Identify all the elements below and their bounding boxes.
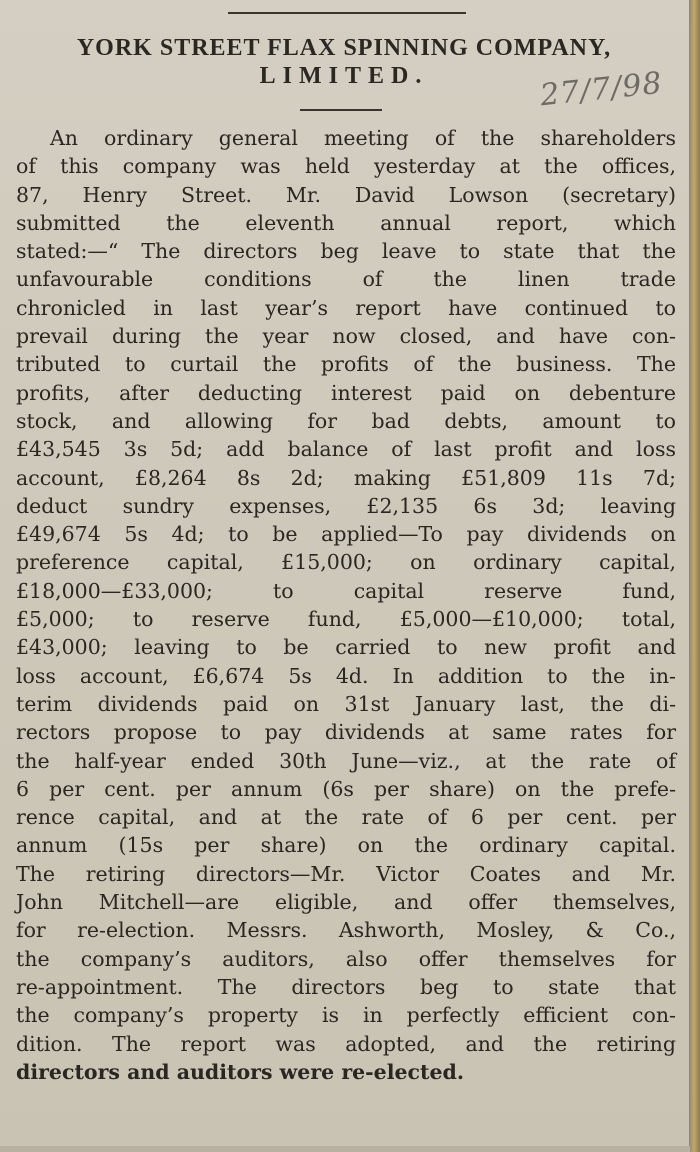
article-line: John Mitchell—are eligible, and offer themselves, (16, 890, 676, 915)
article-line: stock, and allowing for bad debts, amount to (16, 408, 676, 433)
article-line: submitted the eleventh annual report, which (16, 210, 676, 235)
article-line: of this company was held yesterday at the offices, (16, 154, 676, 179)
article-line: rectors propose to pay dividends at same rates for (16, 720, 676, 745)
article-line: re-appointment. The directors beg to state that (16, 974, 676, 999)
article-line: chronicled in last year’s report have continued to (16, 295, 676, 320)
article-line: 87, Henry Street. Mr. David Lowson (secretary) (16, 182, 676, 207)
article-line: deduct sundry expenses, £2,135 6s 3d; leaving (16, 493, 676, 518)
article-line: the half-year ended 30th June—viz., at the rate of (16, 748, 676, 773)
article-line: dition. The report was adopted, and the retiring (16, 1031, 676, 1056)
article-line: profits, after deducting interest paid on debenture (16, 380, 676, 405)
headline-divider (300, 109, 382, 111)
article-line: £5,000; to reserve fund, £5,000—£10,000; total, (16, 607, 676, 632)
headline-line-1: YORK STREET FLAX SPINNING COMPANY, (76, 35, 612, 61)
article-line: tributed to curtail the profits of the business. The (16, 352, 676, 377)
top-rule (228, 12, 466, 14)
article-line: £43,545 3s 5d; add balance of last profit and loss (16, 437, 676, 462)
article-line: An ordinary general meeting of the shareholders (50, 126, 676, 150)
article-line: rence capital, and at the rate of 6 per cent. per (16, 805, 676, 830)
handwritten-date: 27/7/98 (538, 65, 665, 114)
article-line: for re-election. Messrs. Ashworth, Mosley, & Co., (16, 918, 676, 943)
headline-line-2: LIMITED. (259, 63, 429, 89)
article-line: £43,000; leaving to be carried to new profit and (16, 635, 676, 660)
article-line: annum (15s per share) on the ordinary capital. (16, 833, 676, 858)
article-line: preference capital, £15,000; on ordinary capital, (16, 550, 676, 575)
background-edge (690, 0, 700, 1152)
article-line: terim dividends paid on 31st January last, the di- (16, 691, 676, 716)
article-line: 6 per cent. per annum (6s per share) on the prefe- (16, 776, 676, 801)
article-line: the company’s auditors, also offer themselves for (16, 946, 676, 971)
article-line: the company’s property is in perfectly efficient con- (16, 1003, 676, 1028)
article-line: prevail during the year now closed, and have con- (16, 324, 676, 349)
article-body (16, 124, 676, 1086)
article-line: loss account, £6,674 5s 4d. In addition to the in- (16, 663, 676, 688)
article-line: £49,674 5s 4d; to be applied—To pay dividends on (16, 522, 676, 547)
article-line: account, £8,264 8s 2d; making £51,809 11s 7d; (16, 465, 676, 490)
article-line: directors and auditors were re-elected. (16, 1059, 465, 1084)
article-line: unfavourable conditions of the linen trade (16, 267, 676, 292)
article-line: stated:—“ The directors beg leave to state that the (16, 239, 676, 264)
article-line: The retiring directors—Mr. Victor Coates and Mr. (16, 861, 676, 886)
article-line: £18,000—£33,000; to capital reserve fund, (16, 578, 676, 603)
